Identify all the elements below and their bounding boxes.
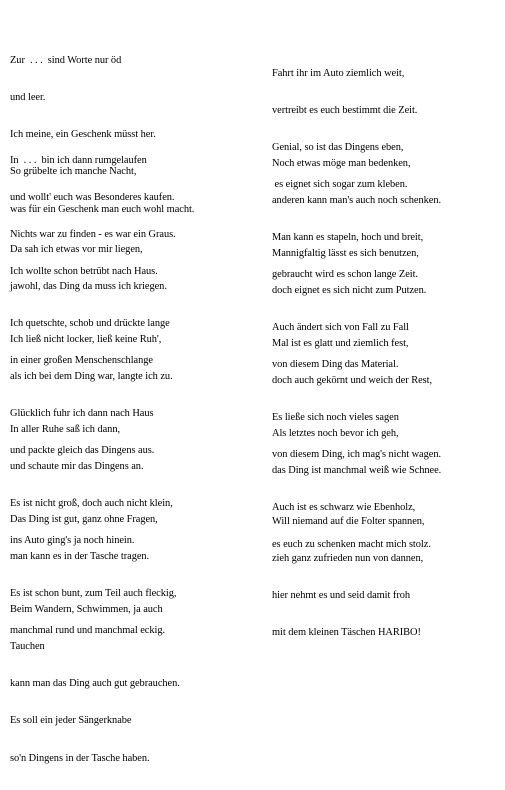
verse-line: Genial, so ist das Dingens eben, xyxy=(272,142,404,154)
verse-line: es euch zu schenken macht mich stolz. xyxy=(272,539,431,551)
verse-line: Es ist schon bunt, zum Teil auch fleckig, xyxy=(10,588,177,600)
verse-line: Noch etwas möge man bedenken, xyxy=(272,157,411,169)
verse-line: doch auch gekörnt und weich der Rest, xyxy=(272,375,433,387)
verse-line: und leer. xyxy=(10,92,46,104)
verse-line: von diesem Ding das Material. xyxy=(272,359,399,371)
verse-line: Nichts war zu finden - es war ein Graus. xyxy=(10,229,176,241)
verse-line: Als letztes noch bevor ich geh, xyxy=(272,427,399,439)
verse-line: in einer großen Menschenschlange xyxy=(10,355,153,367)
stanza-left-7 xyxy=(10,579,180,790)
verse-line: Auch ist es schwarz wie Ebenholz, xyxy=(272,502,416,514)
verse-line: zieh ganz zufrieden nun von dannen, xyxy=(272,553,424,565)
verse-line: und schaute mir das Dingens an. xyxy=(10,461,144,473)
verse-line: Mannigfaltig lässt es sich benutzen, xyxy=(272,247,419,259)
verse-line: anderen kann man's auch noch schenken. xyxy=(272,195,442,207)
verse-line: Es ließe sich noch vieles sagen xyxy=(272,412,399,424)
verse-line: Will niemand auf die Folter spannen, xyxy=(272,515,425,527)
verse-line: Da sah ich etwas vor mir liegen, xyxy=(10,243,143,255)
verse-line: Ich wollte schon betrübt nach Haus. xyxy=(10,266,158,278)
verse-line: manchmal rund und manchmal eckig. xyxy=(10,625,166,637)
verse-line: und wollt' euch was Besonderes kaufen. xyxy=(10,192,175,204)
verse-line: was für ein Geschenk man euch wohl macht. xyxy=(10,203,195,215)
verse-line: Glücklich fuhr ich dann nach Haus xyxy=(10,408,154,420)
verse-line: hier nehmt es und seid damit froh xyxy=(272,590,411,602)
verse-line: Man kann es stapeln, hoch und breit, xyxy=(272,232,424,244)
verse-line: doch eignet es sich nicht zum Putzen. xyxy=(272,285,427,297)
verse-line: Mal ist es glatt und ziemlich fest, xyxy=(272,337,409,349)
verse-line: Zur . . . sind Worte nur öd xyxy=(10,54,122,66)
verse-line: Ich meine, ein Geschenk müsst her. xyxy=(10,129,156,141)
verse-line: es eignet sich sogar zum kleben. xyxy=(272,179,408,191)
verse-line: Ich quetschte, schob und drückte lange xyxy=(10,318,170,330)
verse-line: kann man das Ding auch gut gebrauchen. xyxy=(10,678,180,690)
stanza-right-6 xyxy=(272,491,424,665)
verse-line: In . . . bin ich dann rumgelaufen xyxy=(10,154,147,166)
verse-line: Tauchen xyxy=(10,641,45,653)
verse-line: von diesem Ding, ich mag's nicht wagen. xyxy=(272,449,442,461)
verse-line: gebraucht wird es schon lange Zeit. xyxy=(272,269,418,281)
verse-line: vertreibt es euch bestimmt die Zeit. xyxy=(272,105,418,117)
verse-line: mit dem kleinen Täschen HARIBO! xyxy=(272,627,421,639)
verse-line: ins Auto ging's ja noch hinein. xyxy=(10,535,135,547)
verse-line: das Ding ist manchmal weiß wie Schnee. xyxy=(272,465,442,477)
verse-line: Ich ließ nicht locker, ließ keine Ruh', xyxy=(10,333,162,345)
verse-line: Auch ändert sich von Fall zu Fall xyxy=(272,322,409,334)
verse-line: So grübelte ich manche Nacht, xyxy=(10,166,137,178)
verse-line: Es soll ein jeder Sängerknabe xyxy=(10,715,132,727)
verse-line: als ich bei dem Ding war, langte ich zu. xyxy=(10,371,173,383)
verse-line: In aller Ruhe saß ich dann, xyxy=(10,423,121,435)
verse-line: jawohl, das Ding da muss ich kriegen. xyxy=(10,281,167,293)
verse-line: Es ist nicht groß, doch auch nicht klein, xyxy=(10,498,173,510)
verse-line: man kann es in der Tasche tragen. xyxy=(10,551,150,563)
verse-line: so'n Dingens in der Tasche haben. xyxy=(10,752,150,764)
verse-line: Beim Wandern, Schwimmen, ja auch xyxy=(10,603,163,615)
verse-line: Fahrt ihr im Auto ziemlich weit, xyxy=(272,67,405,79)
verse-line: Das Ding ist gut, ganz ohne Fragen, xyxy=(10,513,158,525)
verse-line: und packte gleich das Dingens aus. xyxy=(10,445,155,457)
